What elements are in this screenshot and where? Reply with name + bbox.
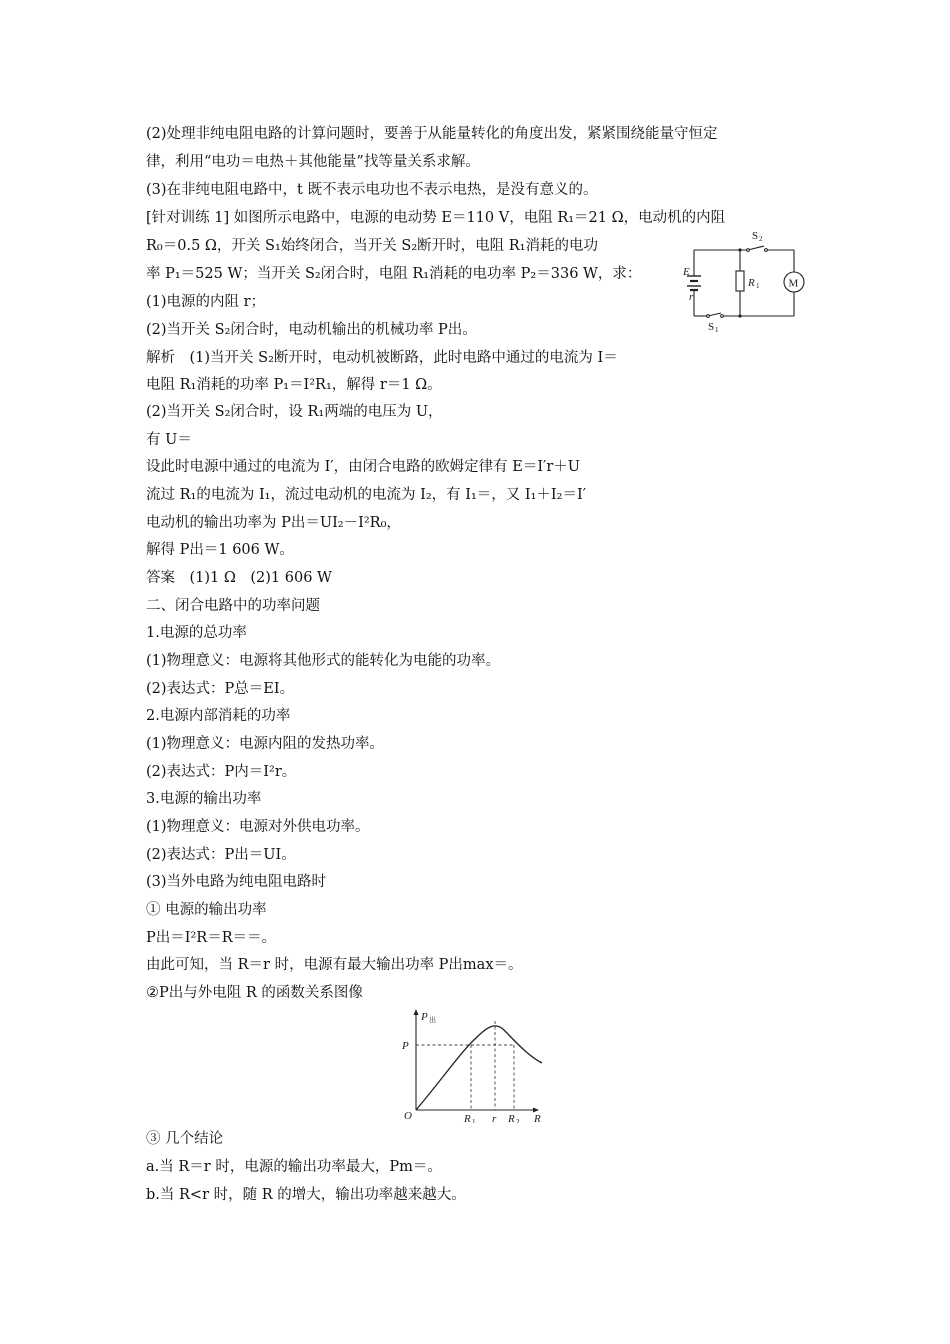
power-curve bbox=[416, 1026, 542, 1110]
junction-dot bbox=[738, 314, 741, 317]
label-E: E bbox=[683, 266, 690, 278]
text-line: (3)当外电路为纯电阻电路时 bbox=[146, 874, 327, 890]
text-line: ① 电源的输出功率 bbox=[146, 902, 267, 918]
label-S2: S bbox=[752, 230, 759, 242]
text-line: 3.电源的输出功率 bbox=[146, 791, 262, 807]
text-line: (2)表达式：P内＝I²r。 bbox=[146, 764, 297, 780]
text-line: 由此可知，当 R＝r 时，电源有最大输出功率 P出max＝。 bbox=[146, 957, 523, 973]
text-line: 解得 P出＝1 606 W。 bbox=[146, 542, 294, 558]
power-resistance-graph bbox=[398, 1008, 548, 1123]
text-line: 律，利用“电功＝电热＋其他能量”找等量关系求解。 bbox=[146, 154, 480, 170]
text-line: (3)在非纯电阻电路中，t 既不表示电功也不表示电热，是没有意义的。 bbox=[146, 182, 598, 198]
text-line: 答案 (1)1 Ω (2)1 606 W bbox=[146, 570, 332, 586]
label-R1-sub: 1 bbox=[756, 282, 760, 290]
label-S1-sub: 1 bbox=[715, 326, 719, 334]
graph-x-label: R bbox=[534, 1113, 541, 1123]
text-line: (2)当开关 S₂闭合时，设 R₁两端的电压为 U， bbox=[146, 404, 443, 420]
text-line: a.当 R＝r 时，电源的输出功率最大，Pm＝。 bbox=[146, 1159, 442, 1175]
text-line: ③ 几个结论 bbox=[146, 1131, 224, 1147]
text-line: 2.电源内部消耗的功率 bbox=[146, 708, 291, 724]
graph-y-sub: 出 bbox=[429, 1016, 436, 1024]
text-line: 流过 R₁的电流为 I₁，流过电动机的电流为 I₂，有 I₁＝，又 I₁＋I₂＝I′ bbox=[146, 487, 586, 503]
text-line: (1)物理意义：电源对外供电功率。 bbox=[146, 819, 370, 835]
text-line: R₀＝0.5 Ω，开关 S₁始终闭合，当开关 S₂断开时，电阻 R₁消耗的电功 bbox=[146, 238, 598, 254]
label-S2-sub: 2 bbox=[759, 235, 763, 243]
text-line: (2)表达式：P总＝EI。 bbox=[146, 681, 295, 697]
text-line: (2)表达式：P出＝UI。 bbox=[146, 847, 296, 863]
text-line: ②P出与外电阻 R 的函数关系图像 bbox=[146, 985, 363, 1001]
switch-contact bbox=[707, 315, 710, 318]
text-line: 解析 (1)当开关 S₂断开时，电动机被断路，此时电路中通过的电流为 I＝ bbox=[146, 350, 618, 366]
switch-contact bbox=[765, 249, 768, 252]
circuit-diagram bbox=[680, 226, 810, 336]
label-R1: R bbox=[748, 277, 755, 289]
label-r: r bbox=[689, 291, 694, 303]
graph-R1-label: R bbox=[464, 1113, 471, 1123]
graph-R2-sub: 2 bbox=[516, 1118, 520, 1123]
text-line: (1)物理意义：电源内阻的发热功率。 bbox=[146, 736, 385, 752]
label-S1: S bbox=[708, 321, 715, 333]
graph-R1-sub: 1 bbox=[472, 1118, 476, 1123]
text-line: (2)处理非纯电阻电路的计算问题时，要善于从能量转化的角度出发，紧紧围绕能量守恒定 bbox=[146, 126, 718, 142]
switch-contact bbox=[747, 249, 750, 252]
graph-P-label: P bbox=[402, 1040, 409, 1052]
text-line: P出＝I²R＝R＝＝。 bbox=[146, 930, 277, 946]
text-line: (2)当开关 S₂闭合时，电动机输出的机械功率 P出。 bbox=[146, 322, 477, 338]
junction-dot bbox=[738, 248, 741, 251]
switch-contact bbox=[721, 315, 724, 318]
text-line: 设此时电源中通过的电流为 I′，由闭合电路的欧姆定律有 E＝I′r＋U bbox=[146, 459, 580, 475]
graph-r-label: r bbox=[492, 1113, 497, 1123]
graph-y-label: P bbox=[421, 1011, 428, 1023]
text-line: 率 P₁＝525 W；当开关 S₂闭合时，电阻 R₁消耗的电功率 P₂＝336 W，求： bbox=[146, 266, 642, 282]
text-line: 1.电源的总功率 bbox=[146, 625, 247, 641]
text-line: b.当 R<r 时，随 R 的增大，输出功率越来越大。 bbox=[146, 1187, 466, 1203]
graph-R2-label: R bbox=[508, 1113, 515, 1123]
text-line: 电阻 R₁消耗的功率 P₁＝I²R₁，解得 r＝1 Ω。 bbox=[146, 377, 442, 393]
text-line: 二、闭合电路中的功率问题 bbox=[146, 598, 320, 614]
text-line: [针对训练 1] 如图所示电路中，电源的电动势 E＝110 V，电阻 R₁＝21 Ω，电动机的内阻 bbox=[146, 210, 726, 226]
graph-origin-label: O bbox=[404, 1110, 412, 1122]
label-M: M bbox=[788, 277, 799, 290]
text-line: 电动机的输出功率为 P出＝UI₂－I²R₀， bbox=[146, 515, 401, 531]
text-line: (1)电源的内阻 r； bbox=[146, 294, 266, 310]
text-line: 有 U＝ bbox=[146, 432, 192, 448]
text-line: (1)物理意义：电源将其他形式的能转化为电能的功率。 bbox=[146, 653, 501, 669]
